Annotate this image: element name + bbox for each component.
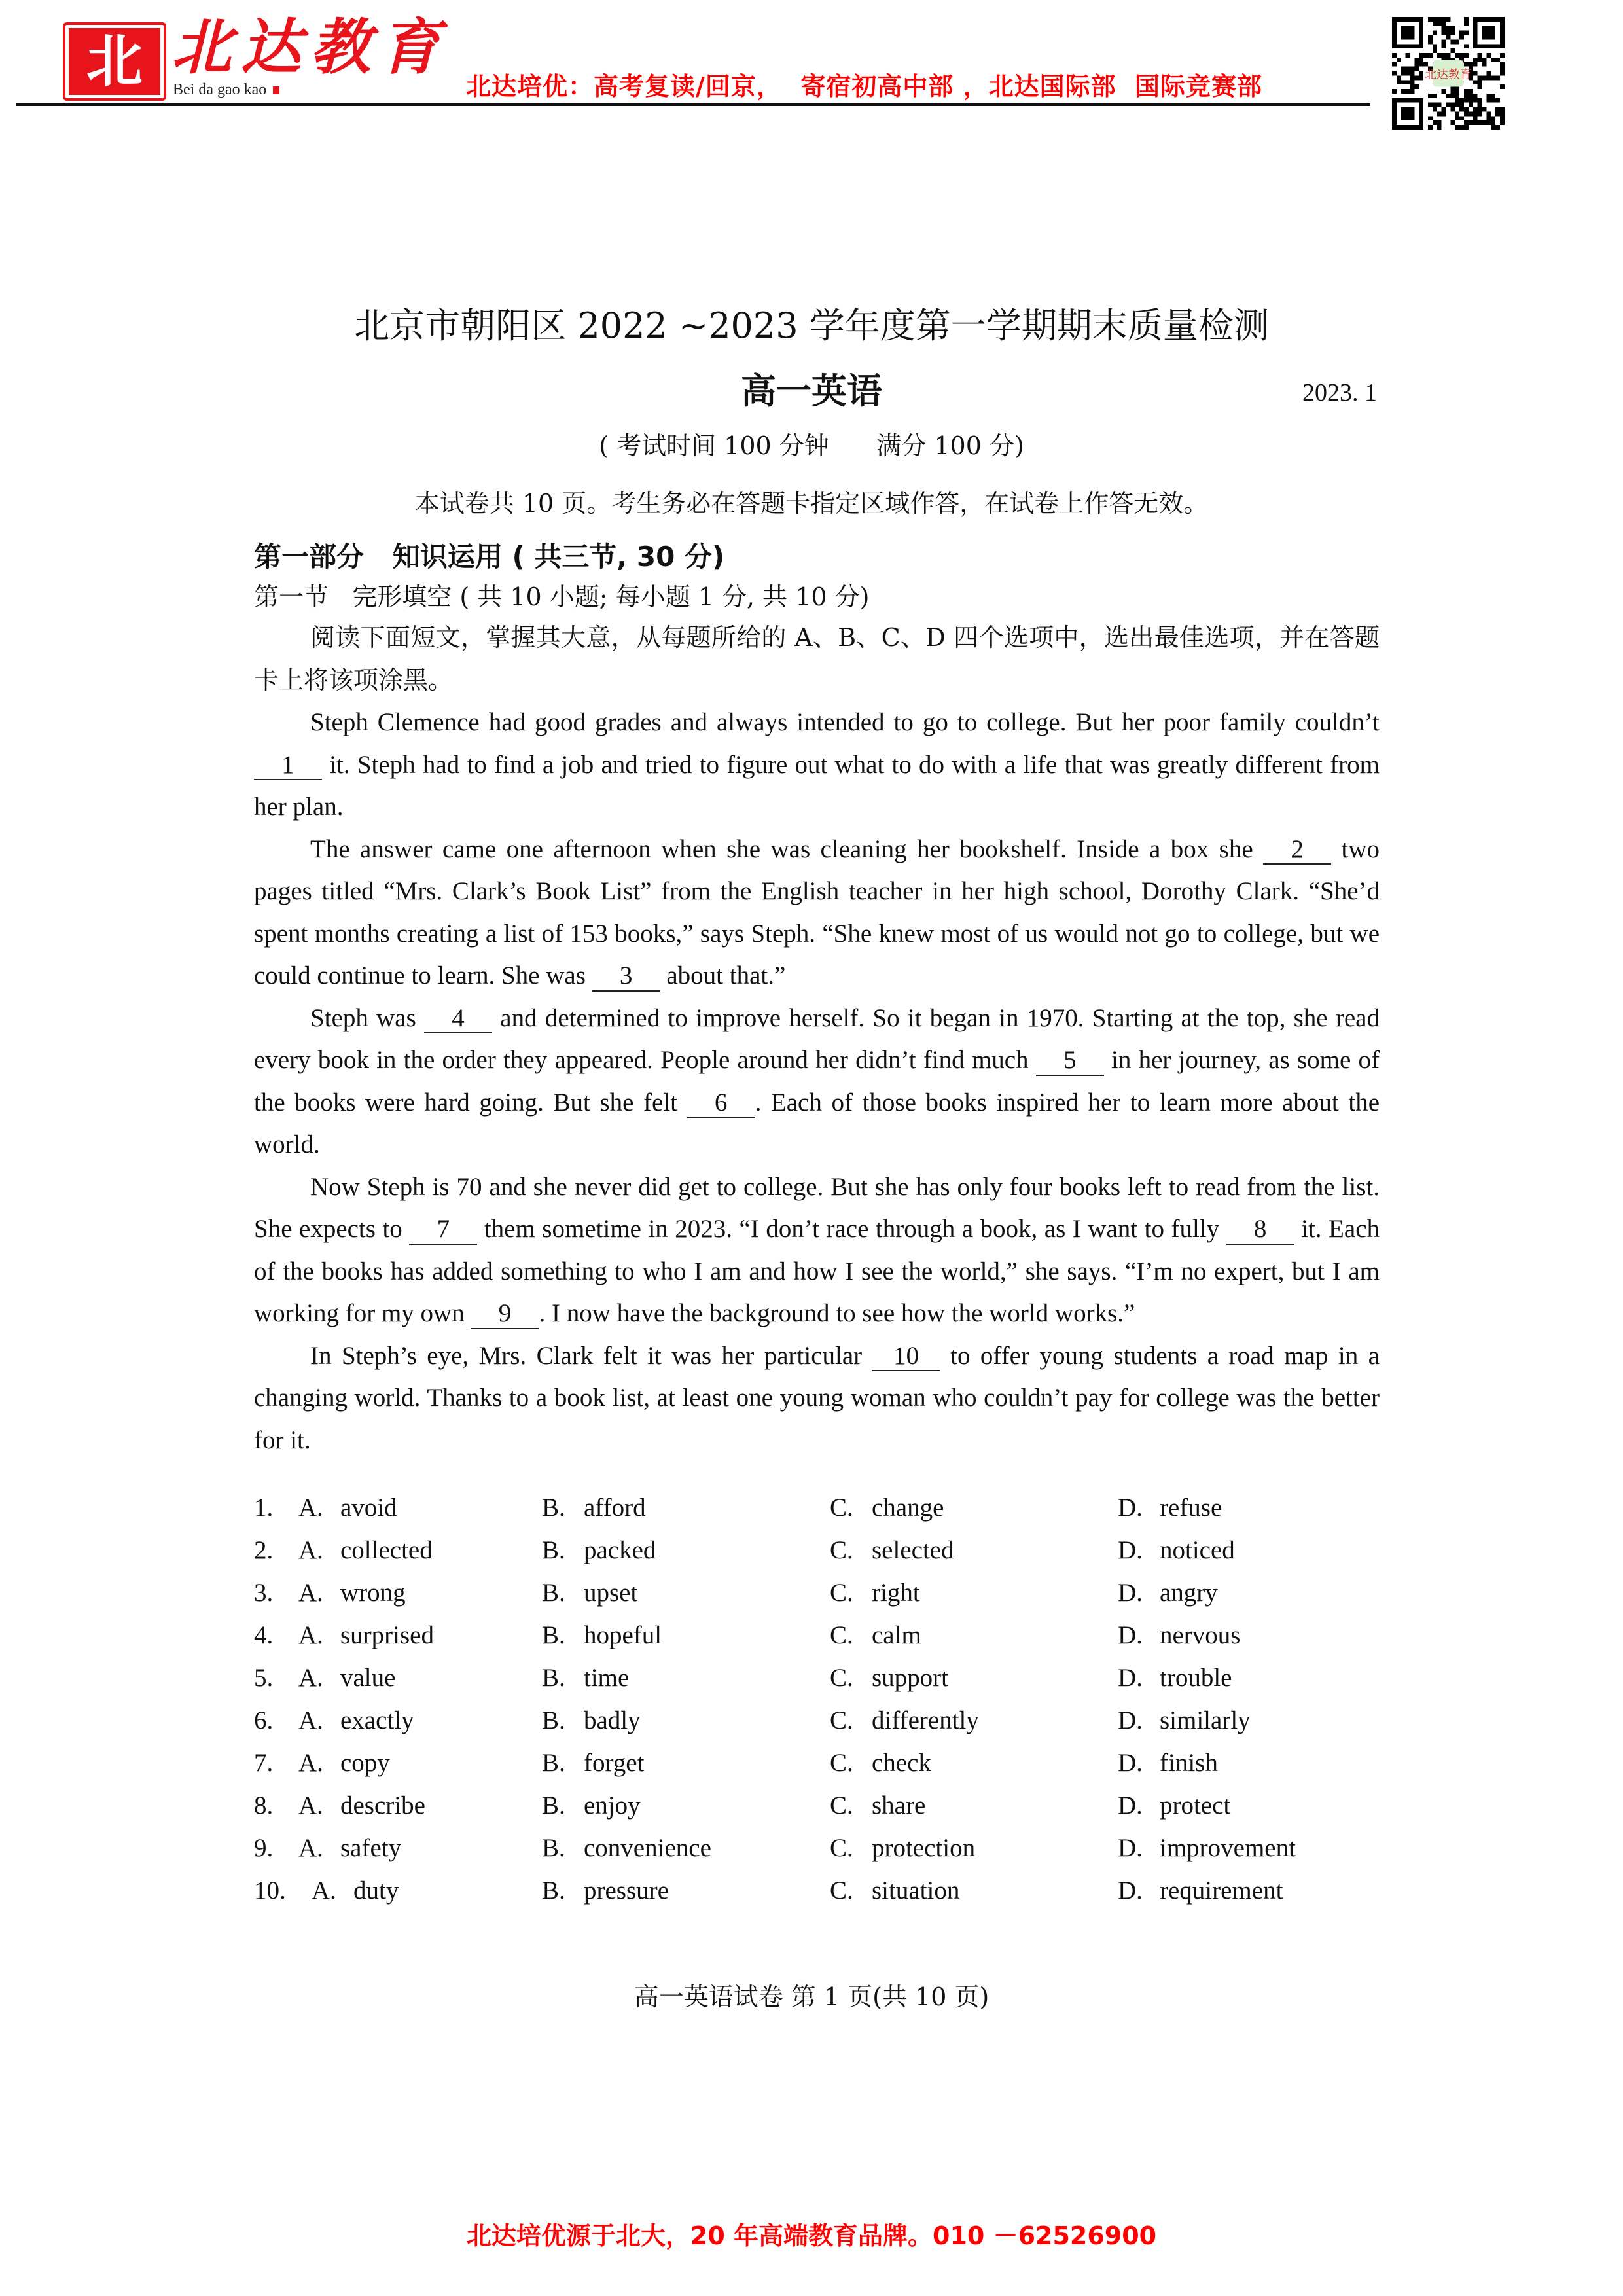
option-text: similarly [1160, 1706, 1251, 1734]
question-number: 5. [254, 1664, 274, 1692]
option-text: requirement [1160, 1876, 1283, 1905]
option-text: convenience [584, 1834, 711, 1862]
option-text: describe [340, 1791, 425, 1820]
option-text: enjoy [584, 1791, 641, 1820]
logo-pinyin-line [173, 81, 279, 99]
question-row [254, 1784, 1380, 1827]
question-number: 4. [254, 1621, 274, 1649]
option-c [830, 1827, 1118, 1869]
logo-pinyin: Bei da gao kao [173, 81, 267, 98]
option-letter: A. [298, 1834, 323, 1862]
option-text: upset [584, 1579, 638, 1607]
option-c [830, 1742, 1118, 1784]
cloze-blank: 9 [471, 1300, 539, 1329]
cloze-blank: 3 [592, 962, 660, 992]
option-text: safety [340, 1834, 402, 1862]
option-d [1118, 1699, 1380, 1742]
option-text: refuse [1160, 1494, 1222, 1522]
option-letter: C. [830, 1706, 853, 1734]
option-text: angry [1160, 1579, 1218, 1607]
option-a [254, 1614, 542, 1657]
option-text: differently [872, 1706, 979, 1734]
passage-text: . Each of those books inspired her to learn more about the world. [254, 1088, 1380, 1158]
passage-text: to offer young students a road map in a changing world. Thanks to a book list, at least one young woman who couldn’t pay for college was the better for it. [254, 1341, 1380, 1454]
question-row [254, 1486, 1380, 1529]
option-letter: A. [298, 1494, 323, 1522]
cloze-blank: 10 [872, 1342, 940, 1372]
option-letter: B. [542, 1834, 565, 1862]
option-letter: D. [1118, 1536, 1143, 1564]
option-text: selected [872, 1536, 954, 1564]
passage-text: Steph Clemence had good grades and always intended to go to college. But her poor family couldn’t [310, 708, 1380, 736]
option-text: surprised [340, 1621, 434, 1649]
option-d [1118, 1571, 1380, 1614]
option-letter: D. [1118, 1876, 1143, 1905]
option-letter: C. [830, 1791, 853, 1820]
header-ad-text: 北达培优：高考复读/回京， 寄宿初高中部 ，北达国际部 国际竞赛部 [466, 72, 1263, 101]
passage-paragraph [254, 829, 1380, 997]
option-d [1118, 1827, 1380, 1869]
question-number: 2. [254, 1536, 274, 1564]
option-letter: C. [830, 1621, 853, 1649]
option-text: badly [584, 1706, 641, 1734]
option-b [542, 1784, 830, 1827]
option-a [254, 1742, 542, 1784]
option-letter: A. [298, 1621, 323, 1649]
option-text: share [872, 1791, 926, 1820]
option-letter: B. [542, 1791, 565, 1820]
question-row [254, 1571, 1380, 1614]
option-b [542, 1657, 830, 1699]
exam-content [254, 537, 1380, 1912]
option-d [1118, 1614, 1380, 1657]
option-text: wrong [340, 1579, 406, 1607]
section-instructions: 阅读下面短文，掌握其大意，从每题所给的 A、B、C、D 四个选项中，选出最佳选项，并在答题卡上将该项涂黑。 [254, 623, 1380, 694]
passage-text: about that.” [660, 961, 786, 990]
passage-text: Steph was [310, 1003, 424, 1032]
option-letter: D. [1118, 1621, 1143, 1649]
option-b [542, 1827, 830, 1869]
passage-text: two pages titled “Mrs. Clark’s Book List” from the English teacher in her high school, Dorothy Clark. “She’d spent months creating a list of 153 books,” says Steph. “She knew most of us would not go to college, but we could continue to learn. She was [254, 834, 1380, 990]
option-text: hopeful [584, 1621, 662, 1649]
option-text: protect [1160, 1791, 1231, 1820]
option-letter: A. [298, 1664, 323, 1692]
cloze-blank: 6 [687, 1089, 755, 1119]
option-a [254, 1529, 542, 1571]
question-number: 9. [254, 1834, 274, 1862]
option-letter: C. [830, 1664, 853, 1692]
option-text: situation [872, 1876, 960, 1905]
passage-text: it. Each of the books has added something to who I am and how I see the world,” she says. “I’m no expert, but I am working for my own [254, 1215, 1380, 1327]
option-letter: B. [542, 1494, 565, 1522]
option-letter: C. [830, 1579, 853, 1607]
cloze-blank: 7 [409, 1215, 477, 1245]
option-letter: A. [312, 1876, 336, 1905]
option-letter: A. [298, 1749, 323, 1777]
option-c [830, 1614, 1118, 1657]
option-letter: B. [542, 1536, 565, 1564]
option-letter: D. [1118, 1494, 1143, 1522]
question-row [254, 1869, 1380, 1912]
option-text: avoid [340, 1494, 397, 1522]
option-c [830, 1486, 1118, 1529]
cloze-blank: 4 [424, 1005, 492, 1034]
option-letter: C. [830, 1536, 853, 1564]
option-c [830, 1571, 1118, 1614]
option-letter: D. [1118, 1749, 1143, 1777]
option-c [830, 1784, 1118, 1827]
option-letter: C. [830, 1749, 853, 1777]
part-heading: 第一部分 知识运用 ( 共三节, 30 分) [254, 541, 725, 573]
passage-text: Now Steph is 70 and she never did get to college. But she has only four books left to read from the list. She expects to [254, 1172, 1380, 1243]
option-a [254, 1827, 542, 1869]
question-number: 7. [254, 1749, 274, 1777]
option-b [542, 1869, 830, 1912]
passage-paragraph [254, 702, 1380, 829]
passage-text: . I now have the background to see how the world works.” [539, 1299, 1135, 1327]
option-text: forget [584, 1749, 645, 1777]
cloze-blank: 2 [1263, 836, 1331, 865]
option-letter: B. [542, 1621, 565, 1649]
option-text: copy [340, 1749, 390, 1777]
exam-subject: 高一英语 [741, 370, 882, 412]
logo-mark: 北 [86, 28, 143, 94]
option-letter: D. [1118, 1791, 1143, 1820]
cloze-blank: 1 [254, 751, 322, 781]
option-letter: A. [298, 1536, 323, 1564]
cloze-blank: 5 [1036, 1047, 1104, 1076]
option-a [254, 1486, 542, 1529]
option-d [1118, 1742, 1380, 1784]
option-letter: B. [542, 1706, 565, 1734]
option-letter: D. [1118, 1706, 1143, 1734]
option-text: collected [340, 1536, 433, 1564]
option-a [254, 1699, 542, 1742]
exam-date: 2023. 1 [1302, 379, 1377, 406]
option-text: time [584, 1664, 630, 1692]
question-number: 8. [254, 1791, 274, 1820]
option-d [1118, 1486, 1380, 1529]
option-b [542, 1614, 830, 1657]
question-row [254, 1614, 1380, 1657]
question-number: 10. [254, 1876, 286, 1905]
question-row [254, 1827, 1380, 1869]
passage-text: and determined to improve herself. So it began in 1970. Starting at the top, she read every book in the order they appeared. People around her didn’t find much [254, 1003, 1380, 1074]
option-text: value [340, 1664, 396, 1692]
option-text: right [872, 1579, 920, 1607]
option-b [542, 1699, 830, 1742]
option-c [830, 1869, 1118, 1912]
option-text: finish [1160, 1749, 1218, 1777]
option-b [542, 1486, 830, 1529]
option-letter: A. [298, 1791, 323, 1820]
option-letter: D. [1118, 1579, 1143, 1607]
option-text: support [872, 1664, 948, 1692]
option-text: noticed [1160, 1536, 1235, 1564]
logo-name: 北达教育 [171, 12, 450, 82]
option-d [1118, 1529, 1380, 1571]
passage-text: them sometime in 2023. “I don’t race through a book, as I want to fully [477, 1215, 1226, 1243]
qr-center-label: 北达教育 [1425, 67, 1472, 81]
option-text: packed [584, 1536, 656, 1564]
option-a [254, 1657, 542, 1699]
option-c [830, 1529, 1118, 1571]
option-letter: B. [542, 1579, 565, 1607]
cloze-passage [254, 702, 1380, 1462]
question-number: 3. [254, 1579, 274, 1607]
passage-paragraph [254, 1335, 1380, 1462]
passage-paragraph [254, 1166, 1380, 1335]
option-text: check [872, 1749, 931, 1777]
option-text: protection [872, 1834, 976, 1862]
section-heading: 第一节 完形填空 ( 共 10 小题; 每小题 1 分, 共 10 分) [254, 583, 870, 611]
option-letter: C. [830, 1494, 853, 1522]
exam-notice: 本试卷共 10 页。考生务必在答题卡指定区域作答，在试卷上作答无效。 [414, 489, 1209, 518]
option-letter: D. [1118, 1834, 1143, 1862]
option-letter: A. [298, 1579, 323, 1607]
option-letter: C. [830, 1834, 853, 1862]
passage-paragraph [254, 997, 1380, 1166]
passage-text: The answer came one afternoon when she was cleaning her bookshelf. Inside a box she [310, 834, 1264, 863]
question-row [254, 1699, 1380, 1742]
option-text: improvement [1160, 1834, 1296, 1862]
option-letter: B. [542, 1749, 565, 1777]
option-b [542, 1529, 830, 1571]
exam-title: 北京市朝阳区 2022 ~2023 学年度第一学期期末质量检测 [354, 305, 1269, 346]
option-d [1118, 1657, 1380, 1699]
question-number: 1. [254, 1494, 274, 1522]
cloze-blank: 8 [1226, 1215, 1294, 1245]
option-a [254, 1571, 542, 1614]
header-divider [16, 103, 1370, 106]
option-text: duty [353, 1876, 399, 1905]
option-b [542, 1571, 830, 1614]
logo-badge [63, 22, 166, 101]
option-letter: B. [542, 1664, 565, 1692]
passage-text: it. Steph had to find a job and tried to figure out what to do with a life that was greatly different from her plan. [254, 750, 1380, 821]
option-c [830, 1699, 1118, 1742]
question-row [254, 1657, 1380, 1699]
question-row [254, 1529, 1380, 1571]
exam-info: ( 考试时间 100 分钟 满分 100 分) [599, 431, 1024, 460]
answer-options [254, 1486, 1380, 1912]
option-d [1118, 1784, 1380, 1827]
option-d [1118, 1869, 1380, 1912]
option-text: afford [584, 1494, 646, 1522]
option-letter: D. [1118, 1664, 1143, 1692]
question-number: 6. [254, 1706, 274, 1734]
option-letter: C. [830, 1876, 853, 1905]
option-text: nervous [1160, 1621, 1241, 1649]
option-letter: A. [298, 1706, 323, 1734]
passage-text: In Steph’s eye, Mrs. Clark felt it was her particular [310, 1341, 872, 1370]
option-text: exactly [340, 1706, 414, 1734]
option-text: calm [872, 1621, 921, 1649]
passage-text: in her journey, as some of the books were hard going. But she felt [254, 1046, 1380, 1117]
option-a [254, 1784, 542, 1827]
option-text: change [872, 1494, 944, 1522]
option-a [254, 1869, 542, 1912]
option-text: pressure [584, 1876, 669, 1905]
question-row [254, 1742, 1380, 1784]
page-number: 高一英语试卷 第 1 页(共 10 页) [633, 1982, 990, 2011]
option-b [542, 1742, 830, 1784]
footer-ad-text: 北达培优源于北大，20 年高端教育品牌。010 －62526900 [466, 2221, 1157, 2250]
qr-code-icon [1386, 17, 1510, 130]
option-letter: B. [542, 1876, 565, 1905]
option-c [830, 1657, 1118, 1699]
option-text: trouble [1160, 1664, 1232, 1692]
logo-square-icon [273, 86, 279, 94]
